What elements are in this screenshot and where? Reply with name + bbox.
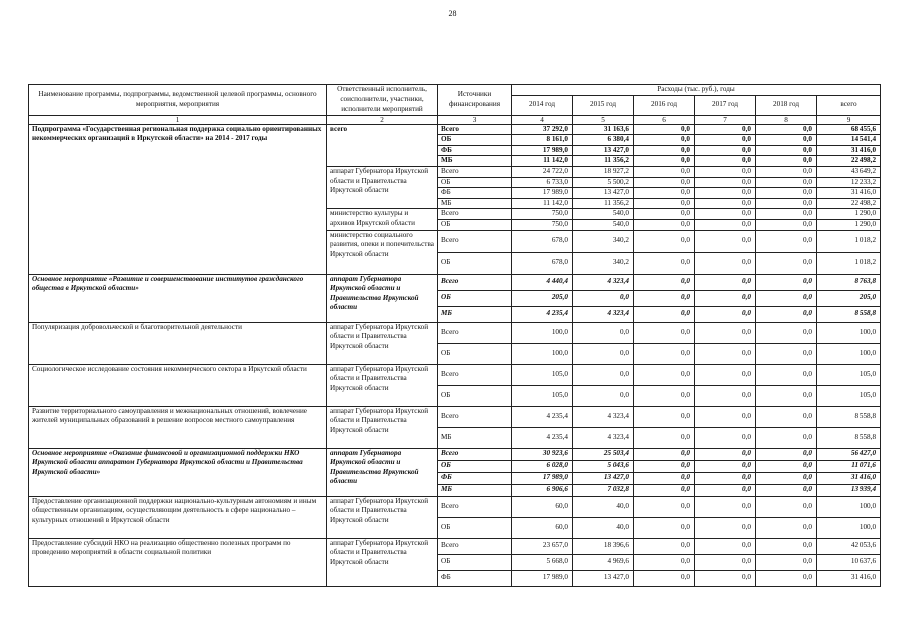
- amount-cell: 13 939,4: [817, 484, 881, 496]
- amount-cell: 0,0: [695, 198, 756, 209]
- amount-cell: 100,0: [817, 496, 881, 517]
- item-name: Подпрограмма «Государственная региональная поддержка социально ориентированных некоммерческих организаций в Иркутской области» на 2014 - 2017 годы: [29, 124, 327, 274]
- amount-cell: 0,0: [634, 517, 695, 538]
- amount-cell: 4 323,4: [573, 306, 634, 322]
- amount-cell: 100,0: [512, 343, 573, 364]
- amount-cell: 678,0: [512, 230, 573, 252]
- amount-cell: 0,0: [756, 427, 817, 448]
- responsible-executor: министерство социального развития, опеки и попечительства Иркутской области: [327, 230, 438, 274]
- amount-cell: 0,0: [695, 166, 756, 177]
- table-row: [29, 364, 881, 385]
- amount-cell: 105,0: [817, 385, 881, 406]
- funding-source: ОБ: [438, 385, 512, 406]
- amount-cell: 4 235,4: [512, 306, 573, 322]
- amount-cell: 0,0: [756, 230, 817, 252]
- funding-source: Всего: [438, 448, 512, 460]
- amount-cell: 5 500,2: [573, 177, 634, 188]
- amount-cell: 11 071,6: [817, 460, 881, 472]
- funding-source: ОБ: [438, 290, 512, 306]
- amount-cell: 0,0: [756, 252, 817, 274]
- amount-cell: 205,0: [817, 290, 881, 306]
- funding-source: МБ: [438, 427, 512, 448]
- amount-cell: 0,0: [695, 274, 756, 290]
- amount-cell: 0,0: [756, 496, 817, 517]
- amount-cell: 1 018,2: [817, 252, 881, 274]
- amount-cell: 0,0: [695, 252, 756, 274]
- amount-cell: 0,0: [695, 427, 756, 448]
- amount-cell: 678,0: [512, 252, 573, 274]
- amount-cell: 0,0: [695, 343, 756, 364]
- amount-cell: 13 427,0: [573, 570, 634, 586]
- amount-cell: 31 416,0: [817, 145, 881, 156]
- amount-cell: 0,0: [634, 484, 695, 496]
- amount-cell: 0,0: [634, 219, 695, 230]
- funding-source: Всего: [438, 496, 512, 517]
- amount-cell: 0,0: [695, 385, 756, 406]
- amount-cell: 105,0: [817, 364, 881, 385]
- header-year: 2014 год: [512, 95, 573, 115]
- amount-cell: 0,0: [695, 124, 756, 135]
- amount-cell: 0,0: [634, 124, 695, 135]
- header-year: 2015 год: [573, 95, 634, 115]
- table-row: [29, 538, 881, 554]
- amount-cell: 0,0: [756, 209, 817, 220]
- amount-cell: 43 649,2: [817, 166, 881, 177]
- amount-cell: 0,0: [756, 538, 817, 554]
- funding-source: ФБ: [438, 570, 512, 586]
- table-row: [29, 322, 881, 343]
- funding-source: ОБ: [438, 219, 512, 230]
- amount-cell: 0,0: [634, 496, 695, 517]
- funding-source: Всего: [438, 209, 512, 220]
- responsible-executor: аппарат Губернатора Иркутской области и Правительства Иркутской области: [327, 448, 438, 496]
- amount-cell: 4 235,4: [512, 406, 573, 427]
- amount-cell: 0,0: [634, 472, 695, 484]
- amount-cell: 0,0: [634, 156, 695, 167]
- amount-cell: 40,0: [573, 517, 634, 538]
- item-name: Предоставление субсидий НКО на реализацию общественно полезных программ по проведению мероприятий в области социальной политики: [29, 538, 327, 586]
- amount-cell: 0,0: [634, 570, 695, 586]
- funding-source: Всего: [438, 124, 512, 135]
- amount-cell: 0,0: [756, 188, 817, 199]
- page-number: 28: [448, 9, 457, 18]
- amount-cell: 4 323,4: [573, 427, 634, 448]
- amount-cell: 5 043,6: [573, 460, 634, 472]
- amount-cell: 4 235,4: [512, 427, 573, 448]
- amount-cell: 0,0: [634, 322, 695, 343]
- amount-cell: 4 323,4: [573, 274, 634, 290]
- amount-cell: 0,0: [756, 135, 817, 146]
- responsible-executor: аппарат Губернатора Иркутской области и Правительства Иркутской области: [327, 538, 438, 586]
- funding-source: Всего: [438, 538, 512, 554]
- amount-cell: 0,0: [695, 538, 756, 554]
- amount-cell: 0,0: [634, 230, 695, 252]
- funding-source: Всего: [438, 230, 512, 252]
- table-row: [29, 124, 881, 135]
- amount-cell: 0,0: [756, 274, 817, 290]
- amount-cell: 0,0: [756, 322, 817, 343]
- header-index: 2: [327, 115, 438, 124]
- amount-cell: 0,0: [573, 290, 634, 306]
- amount-cell: 0,0: [573, 364, 634, 385]
- amount-cell: 23 657,0: [512, 538, 573, 554]
- amount-cell: 0,0: [695, 209, 756, 220]
- amount-cell: 24 722,0: [512, 166, 573, 177]
- amount-cell: 0,0: [695, 484, 756, 496]
- amount-cell: 0,0: [695, 145, 756, 156]
- table-row: [29, 274, 881, 290]
- amount-cell: 0,0: [695, 156, 756, 167]
- amount-cell: 0,0: [756, 364, 817, 385]
- amount-cell: 0,0: [634, 427, 695, 448]
- amount-cell: 0,0: [756, 570, 817, 586]
- amount-cell: 100,0: [817, 517, 881, 538]
- amount-cell: 0,0: [634, 460, 695, 472]
- amount-cell: 8 558,8: [817, 427, 881, 448]
- amount-cell: 340,2: [573, 252, 634, 274]
- amount-cell: 0,0: [695, 460, 756, 472]
- amount-cell: 0,0: [634, 145, 695, 156]
- table-row: [29, 406, 881, 427]
- amount-cell: 7 032,8: [573, 484, 634, 496]
- amount-cell: 4 440,4: [512, 274, 573, 290]
- header-sources: Источники финансирования: [438, 85, 512, 116]
- amount-cell: 0,0: [634, 364, 695, 385]
- amount-cell: 30 923,6: [512, 448, 573, 460]
- amount-cell: 0,0: [634, 188, 695, 199]
- amount-cell: 22 498,2: [817, 198, 881, 209]
- amount-cell: 0,0: [756, 472, 817, 484]
- amount-cell: 750,0: [512, 219, 573, 230]
- amount-cell: 0,0: [756, 145, 817, 156]
- header-expenses: Расходы (тыс. руб.), годы: [512, 85, 881, 96]
- header-index-row: [29, 115, 881, 124]
- amount-cell: 22 498,2: [817, 156, 881, 167]
- amount-cell: 0,0: [695, 188, 756, 199]
- amount-cell: 100,0: [817, 322, 881, 343]
- amount-cell: 0,0: [756, 177, 817, 188]
- amount-cell: 0,0: [695, 517, 756, 538]
- responsible-executor: аппарат Губернатора Иркутской области и Правительства Иркутской области: [327, 274, 438, 322]
- amount-cell: 18 396,6: [573, 538, 634, 554]
- funding-source: ОБ: [438, 135, 512, 146]
- funding-source: ОБ: [438, 554, 512, 570]
- amount-cell: 0,0: [695, 230, 756, 252]
- responsible-executor: аппарат Губернатора Иркутской области и Правительства Иркутской области: [327, 166, 438, 208]
- amount-cell: 105,0: [512, 364, 573, 385]
- item-name: Развитие территориального самоуправления и межнациональных отношений, вовлечение жителей муниципальных образований в решение вопросов местного самоуправления: [29, 406, 327, 448]
- header-index: 7: [695, 115, 756, 124]
- funding-source: ОБ: [438, 343, 512, 364]
- amount-cell: 0,0: [634, 209, 695, 220]
- amount-cell: 8 763,8: [817, 274, 881, 290]
- amount-cell: 0,0: [756, 306, 817, 322]
- item-name: Социологическое исследование состояния некоммерческого сектора в Иркутской области: [29, 364, 327, 406]
- amount-cell: 100,0: [512, 322, 573, 343]
- amount-cell: 8 161,0: [512, 135, 573, 146]
- amount-cell: 0,0: [695, 322, 756, 343]
- amount-cell: 68 455,6: [817, 124, 881, 135]
- amount-cell: 31 163,6: [573, 124, 634, 135]
- amount-cell: 0,0: [634, 448, 695, 460]
- amount-cell: 0,0: [634, 538, 695, 554]
- amount-cell: 4 969,6: [573, 554, 634, 570]
- amount-cell: 0,0: [634, 177, 695, 188]
- amount-cell: 0,0: [695, 570, 756, 586]
- amount-cell: 17 989,0: [512, 472, 573, 484]
- item-name: Основное мероприятие «Оказание финансовой и организационной поддержки НКО Иркутской области аппаратом Губернатора Иркутской области и Правительства Иркутской области»: [29, 448, 327, 496]
- amount-cell: 0,0: [756, 219, 817, 230]
- amount-cell: 0,0: [756, 385, 817, 406]
- amount-cell: 750,0: [512, 209, 573, 220]
- funding-source: ОБ: [438, 177, 512, 188]
- amount-cell: 0,0: [756, 484, 817, 496]
- funding-source: ОБ: [438, 252, 512, 274]
- header-year: 2016 год: [634, 95, 695, 115]
- amount-cell: 0,0: [695, 472, 756, 484]
- amount-cell: 0,0: [573, 385, 634, 406]
- item-name: Основное мероприятие «Развитие и совершенствование институтов гражданского общества в Иркутской области»: [29, 274, 327, 322]
- funding-source: МБ: [438, 484, 512, 496]
- amount-cell: 0,0: [756, 124, 817, 135]
- funding-source: ОБ: [438, 460, 512, 472]
- amount-cell: 13 427,0: [573, 145, 634, 156]
- amount-cell: 0,0: [634, 135, 695, 146]
- amount-cell: 11 356,2: [573, 156, 634, 167]
- amount-cell: 0,0: [634, 406, 695, 427]
- header-year: 2017 год: [695, 95, 756, 115]
- amount-cell: 25 503,4: [573, 448, 634, 460]
- amount-cell: 10 637,6: [817, 554, 881, 570]
- amount-cell: 17 989,0: [512, 570, 573, 586]
- header-index: 6: [634, 115, 695, 124]
- amount-cell: 11 142,0: [512, 198, 573, 209]
- amount-cell: 0,0: [634, 343, 695, 364]
- amount-cell: 1 290,0: [817, 219, 881, 230]
- responsible-executor: министерство культуры и архивов Иркутской области: [327, 209, 438, 230]
- responsible-executor: аппарат Губернатора Иркутской области и Правительства Иркутской области: [327, 322, 438, 364]
- funding-source: МБ: [438, 156, 512, 167]
- amount-cell: 105,0: [512, 385, 573, 406]
- amount-cell: 0,0: [695, 554, 756, 570]
- amount-cell: 0,0: [634, 554, 695, 570]
- amount-cell: 540,0: [573, 219, 634, 230]
- amount-cell: 540,0: [573, 209, 634, 220]
- responsible-executor: аппарат Губернатора Иркутской области и Правительства Иркутской области: [327, 496, 438, 538]
- header-row-1: [29, 85, 881, 96]
- amount-cell: 205,0: [512, 290, 573, 306]
- amount-cell: 13 427,0: [573, 472, 634, 484]
- amount-cell: 0,0: [756, 198, 817, 209]
- amount-cell: 0,0: [756, 290, 817, 306]
- amount-cell: 0,0: [756, 517, 817, 538]
- funding-source: ФБ: [438, 145, 512, 156]
- amount-cell: 0,0: [634, 274, 695, 290]
- amount-cell: 0,0: [756, 156, 817, 167]
- item-name: Предоставление организационной поддержки национально-культурным автономиям и иным общественным организациям, осуществляющим деятельность в сфере национально – культурных отношений в Иркутской области: [29, 496, 327, 538]
- funding-source: ФБ: [438, 188, 512, 199]
- header-year: всего: [817, 95, 881, 115]
- amount-cell: 1 290,0: [817, 209, 881, 220]
- amount-cell: 17 989,0: [512, 188, 573, 199]
- amount-cell: 0,0: [695, 364, 756, 385]
- amount-cell: 8 558,8: [817, 306, 881, 322]
- header-name: Наименование программы, подпрограммы, ведомственной целевой программы, основного мероприятия, мероприятия: [29, 85, 327, 116]
- table-body: [29, 124, 881, 586]
- responsible-executor: аппарат Губернатора Иркутской области и Правительства Иркутской области: [327, 406, 438, 448]
- amount-cell: 6 733,0: [512, 177, 573, 188]
- amount-cell: 31 416,0: [817, 188, 881, 199]
- funding-source: МБ: [438, 198, 512, 209]
- expenses-table: [28, 84, 881, 587]
- amount-cell: 31 416,0: [817, 472, 881, 484]
- amount-cell: 14 541,4: [817, 135, 881, 146]
- funding-source: Всего: [438, 274, 512, 290]
- amount-cell: 0,0: [756, 460, 817, 472]
- table-row: [29, 448, 881, 460]
- funding-source: Всего: [438, 364, 512, 385]
- amount-cell: 0,0: [756, 166, 817, 177]
- header-index: 5: [573, 115, 634, 124]
- amount-cell: 60,0: [512, 496, 573, 517]
- funding-source: ОБ: [438, 517, 512, 538]
- item-name: Популяризация добровольческой и благотворительной деятельности: [29, 322, 327, 364]
- amount-cell: 340,2: [573, 230, 634, 252]
- header-index: 4: [512, 115, 573, 124]
- amount-cell: 0,0: [756, 406, 817, 427]
- funding-source: Всего: [438, 406, 512, 427]
- amount-cell: 0,0: [634, 166, 695, 177]
- funding-source: Всего: [438, 166, 512, 177]
- amount-cell: 18 927,2: [573, 166, 634, 177]
- amount-cell: 0,0: [695, 496, 756, 517]
- amount-cell: 60,0: [512, 517, 573, 538]
- funding-source: МБ: [438, 306, 512, 322]
- amount-cell: 0,0: [695, 135, 756, 146]
- amount-cell: 100,0: [817, 343, 881, 364]
- amount-cell: 1 018,2: [817, 230, 881, 252]
- funding-source: ФБ: [438, 472, 512, 484]
- header-responsible: Ответственный исполнитель, соисполнители, участники, исполнители мероприятий: [327, 85, 438, 116]
- responsible-executor: аппарат Губернатора Иркутской области и Правительства Иркутской области: [327, 364, 438, 406]
- amount-cell: 42 053,6: [817, 538, 881, 554]
- amount-cell: 13 427,0: [573, 188, 634, 199]
- amount-cell: 0,0: [695, 177, 756, 188]
- amount-cell: 0,0: [756, 343, 817, 364]
- amount-cell: 0,0: [634, 306, 695, 322]
- amount-cell: 0,0: [634, 198, 695, 209]
- amount-cell: 0,0: [573, 322, 634, 343]
- funding-source: Всего: [438, 322, 512, 343]
- amount-cell: 40,0: [573, 496, 634, 517]
- amount-cell: 0,0: [634, 290, 695, 306]
- header-year: 2018 год: [756, 95, 817, 115]
- amount-cell: 0,0: [573, 343, 634, 364]
- amount-cell: 11 356,2: [573, 198, 634, 209]
- header-index: 3: [438, 115, 512, 124]
- amount-cell: 0,0: [634, 385, 695, 406]
- amount-cell: 6 028,0: [512, 460, 573, 472]
- amount-cell: 56 427,0: [817, 448, 881, 460]
- amount-cell: 31 416,0: [817, 570, 881, 586]
- amount-cell: 0,0: [695, 448, 756, 460]
- amount-cell: 0,0: [756, 448, 817, 460]
- amount-cell: 17 989,0: [512, 145, 573, 156]
- header-index: 1: [29, 115, 327, 124]
- amount-cell: 0,0: [695, 219, 756, 230]
- amount-cell: 6 906,6: [512, 484, 573, 496]
- amount-cell: 5 668,0: [512, 554, 573, 570]
- amount-cell: 12 233,2: [817, 177, 881, 188]
- amount-cell: 0,0: [695, 406, 756, 427]
- amount-cell: 0,0: [695, 290, 756, 306]
- amount-cell: 11 142,0: [512, 156, 573, 167]
- header-index: 8: [756, 115, 817, 124]
- table-row: [29, 496, 881, 517]
- amount-cell: 6 380,4: [573, 135, 634, 146]
- responsible-executor: всего: [327, 124, 438, 166]
- amount-cell: 0,0: [634, 252, 695, 274]
- amount-cell: 0,0: [756, 554, 817, 570]
- amount-cell: 37 292,0: [512, 124, 573, 135]
- header-index: 9: [817, 115, 881, 124]
- amount-cell: 4 323,4: [573, 406, 634, 427]
- amount-cell: 0,0: [695, 306, 756, 322]
- amount-cell: 8 558,8: [817, 406, 881, 427]
